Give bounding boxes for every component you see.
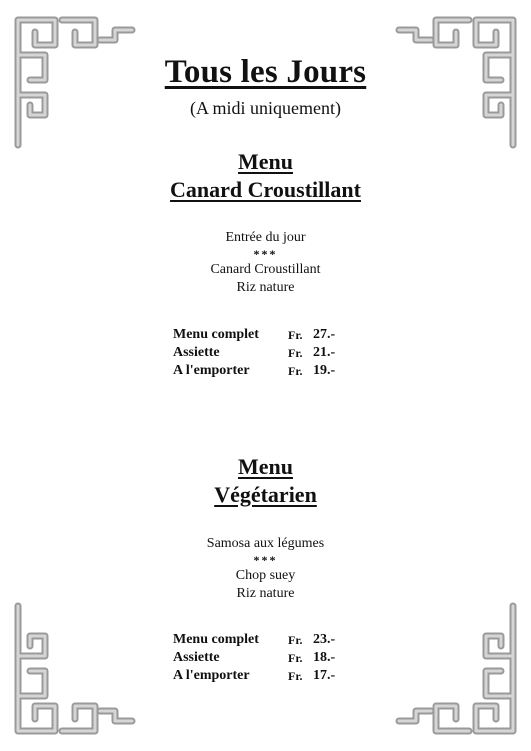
price-label: A l'emporter bbox=[173, 668, 250, 683]
price-row bbox=[173, 362, 373, 380]
price-currency: Fr. bbox=[288, 669, 303, 683]
menu-title-line1: Menu bbox=[238, 149, 293, 174]
price-currency: Fr. bbox=[288, 346, 303, 360]
price-value: 23.- bbox=[313, 632, 336, 647]
price-label: Assiette bbox=[173, 345, 220, 360]
course-list-vegetarien bbox=[0, 535, 531, 603]
price-row bbox=[173, 649, 373, 667]
price-value: 18.- bbox=[313, 650, 336, 665]
course-item: Chop suey bbox=[235, 568, 296, 583]
menu-title-line1: Menu bbox=[238, 454, 293, 479]
price-currency: Fr. bbox=[288, 651, 303, 665]
menu-title-line2: Végétarien bbox=[214, 482, 317, 507]
course-separator: *** bbox=[253, 247, 278, 261]
course-item: Entrée du jour bbox=[225, 230, 306, 245]
course-list-canard bbox=[0, 229, 531, 297]
price-label: Menu complet bbox=[173, 327, 259, 342]
price-list-canard bbox=[173, 326, 373, 380]
price-value: 21.- bbox=[313, 345, 336, 360]
course-item: Riz nature bbox=[236, 280, 295, 295]
price-row bbox=[173, 667, 373, 685]
price-value: 19.- bbox=[313, 363, 336, 378]
price-label: Menu complet bbox=[173, 632, 259, 647]
price-value: 27.- bbox=[313, 327, 336, 342]
course-item: Riz nature bbox=[236, 586, 295, 601]
price-label: A l'emporter bbox=[173, 363, 250, 378]
price-row bbox=[173, 344, 373, 362]
course-separator: *** bbox=[253, 553, 278, 567]
price-value: 17.- bbox=[313, 668, 336, 683]
price-row bbox=[173, 631, 373, 649]
price-currency: Fr. bbox=[288, 364, 303, 378]
menu-title-canard bbox=[0, 148, 531, 204]
price-label: Assiette bbox=[173, 650, 220, 665]
corner-ornament-bottom-left-icon bbox=[0, 601, 140, 751]
price-currency: Fr. bbox=[288, 328, 303, 342]
price-currency: Fr. bbox=[288, 633, 303, 647]
price-row bbox=[173, 326, 373, 344]
page-title: Tous les Jours bbox=[164, 54, 367, 90]
corner-ornament-bottom-right-icon bbox=[391, 601, 531, 751]
menu-title-line2: Canard Croustillant bbox=[170, 177, 361, 202]
course-item: Samosa aux légumes bbox=[206, 536, 325, 551]
page-subtitle: (A midi uniquement) bbox=[190, 98, 341, 118]
course-item: Canard Croustillant bbox=[210, 262, 321, 277]
price-list-vegetarien bbox=[173, 631, 373, 685]
menu-title-vegetarien bbox=[0, 453, 531, 509]
